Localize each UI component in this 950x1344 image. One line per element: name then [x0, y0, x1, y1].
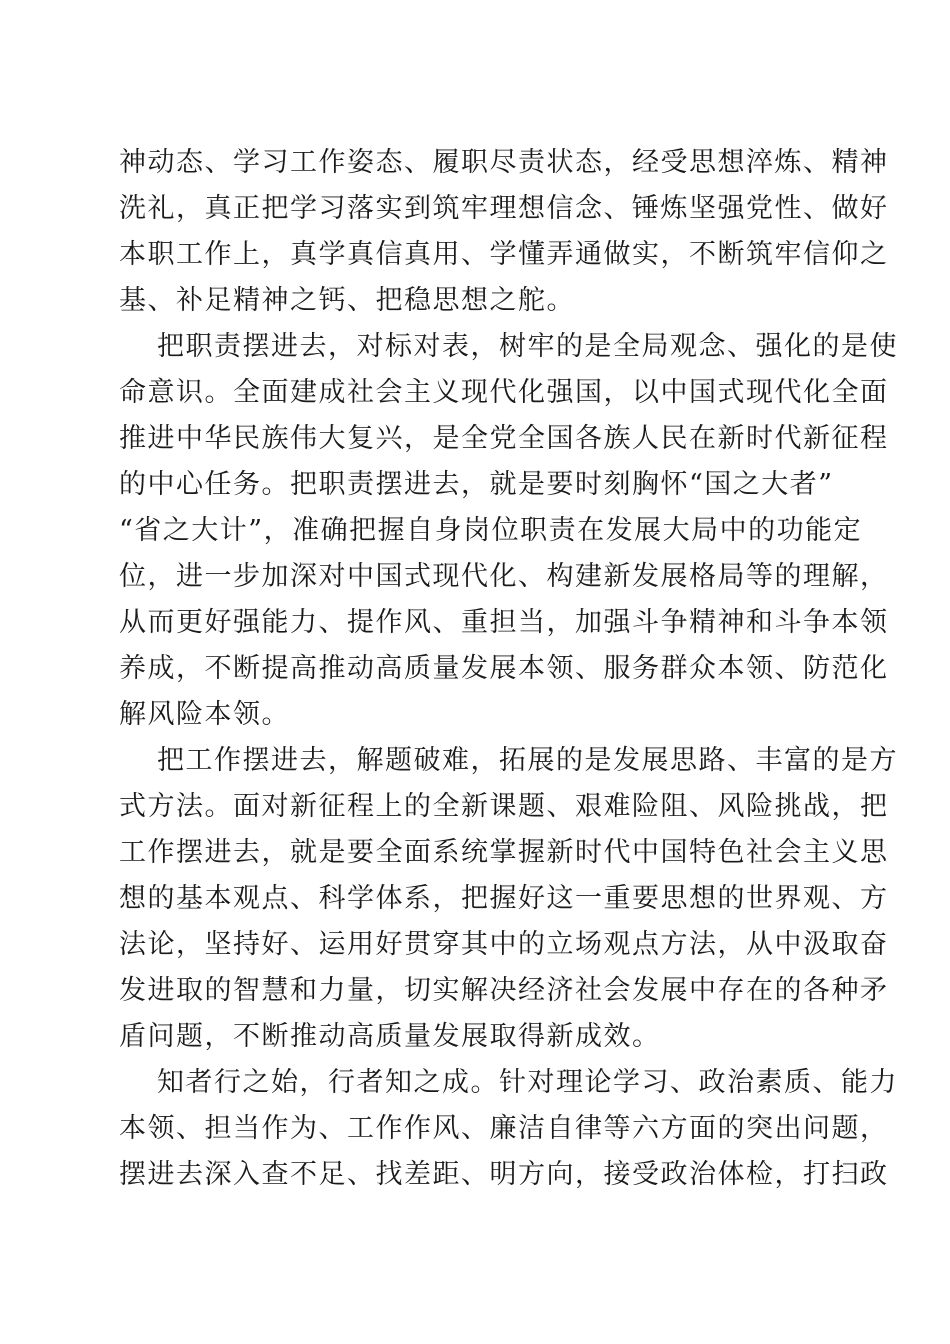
text-line: 法论，坚持好、运用好贯穿其中的立场观点方法，从中汲取奋 — [119, 929, 889, 960]
text-line: 发进取的智慧和力量，切实解决经济社会发展中存在的各种矛 — [119, 975, 889, 1006]
text-line: “省之大计”，准确把握自身岗位职责在发展大局中的功能定 — [119, 515, 863, 546]
paragraph-first-line: 把职责摆进去，对标对表，树牢的是全局观念、强化的是使 — [157, 331, 898, 362]
text-line: 摆进去深入查不足、找差距、明方向，接受政治体检，打扫政 — [119, 1159, 889, 1190]
text-line: 神动态、学习工作姿态、履职尽责状态，经受思想淬炼、精神 — [119, 147, 889, 178]
text-line: 想的基本观点、科学体系，把握好这一重要思想的世界观、方 — [119, 883, 889, 914]
text-line: 盾问题，不断推动高质量发展取得新成效。 — [119, 1021, 661, 1052]
text-line: 工作摆进去，就是要全面系统掌握新时代中国特色社会主义思 — [119, 837, 889, 868]
text-line: 从而更好强能力、提作风、重担当，加强斗争精神和斗争本领 — [119, 607, 889, 638]
text-line: 养成，不断提高推动高质量发展本领、服务群众本领、防范化 — [119, 653, 889, 684]
text-line: 位，进一步加深对中国式现代化、构建新发展格局等的理解， — [119, 561, 889, 592]
text-line: 式方法。面对新征程上的全新课题、艰难险阻、风险挑战，把 — [119, 791, 889, 822]
paragraph-first-line: 知者行之始，行者知之成。针对理论学习、政治素质、能力 — [157, 1067, 898, 1098]
text-line: 基、补足精神之钙、把稳思想之舵。 — [119, 285, 575, 316]
text-line: 命意识。全面建成社会主义现代化强国，以中国式现代化全面 — [119, 377, 889, 408]
text-line: 解风险本领。 — [119, 699, 290, 730]
text-line: 推进中华民族伟大复兴，是全党全国各族人民在新时代新征程 — [119, 423, 889, 454]
text-line: 的中心任务。把职责摆进去，就是要时刻胸怀“国之大者” — [119, 469, 834, 500]
text-line: 本领、担当作为、工作作风、廉洁自律等六方面的突出问题， — [119, 1113, 889, 1144]
paragraph-first-line: 把工作摆进去，解题破难，拓展的是发展思路、丰富的是方 — [157, 745, 898, 776]
text-line: 洗礼，真正把学习落实到筑牢理想信念、锤炼坚强党性、做好 — [119, 193, 889, 224]
body-text — [119, 140, 898, 1198]
text-line: 本职工作上，真学真信真用、学懂弄通做实，不断筑牢信仰之 — [119, 239, 889, 270]
